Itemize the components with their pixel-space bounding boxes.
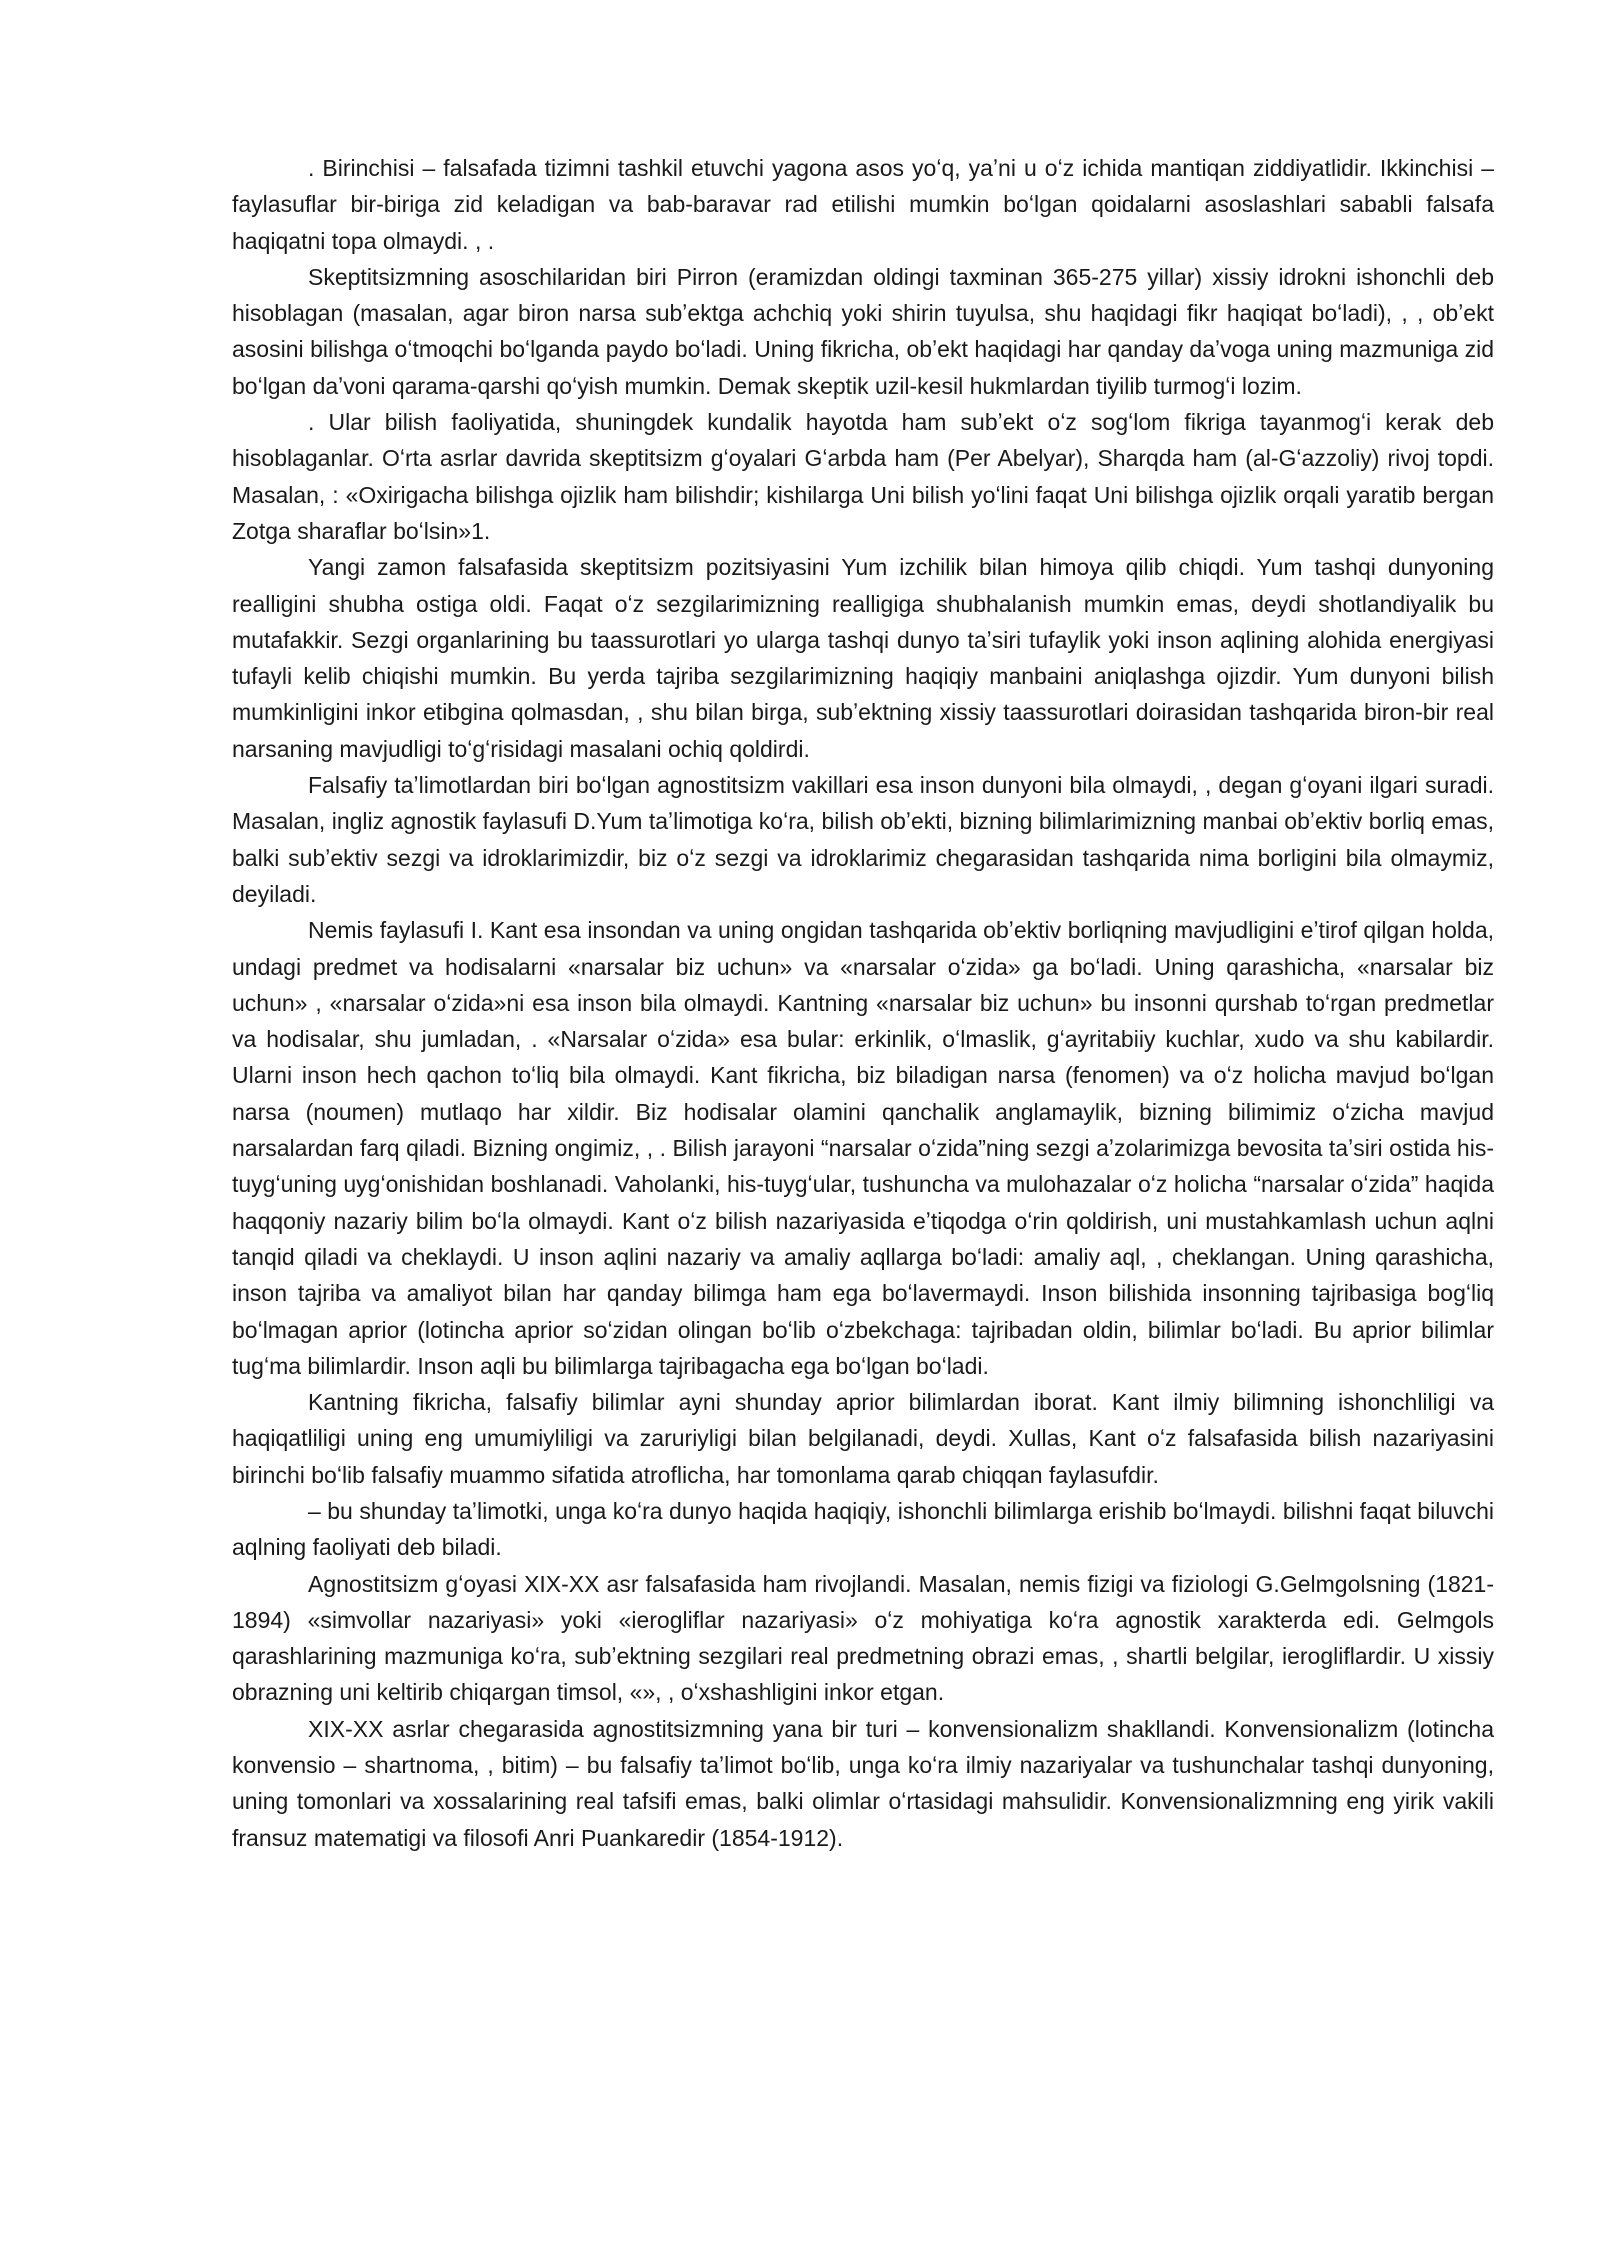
- paragraph: Skeptitsizmning asoschilaridan biri Pirron (eramizdan oldingi taxminan 365-275 yillar) xissiy idrokni ishonchli deb hisoblagan (masalan, agar biron narsa subʼektga achchiq yoki shirin tuyulsa, shu haqidagi fikr haqiqat boʻladi), , , obʼekt asosini bilishga oʻtmoqchi boʻlganda paydo boʻladi. Uning fikricha, obʼekt haqidagi har qanday daʼvoga uning mazmuniga zid boʻlgan daʼvoni qarama-qarshi qoʻyish mumkin. Demak skeptik uzil-kesil hukmlardan tiyilib turmogʻi lozim.: [232, 263, 1494, 399]
- paragraph: XIX-XX asrlar chegarasida agnostitsizmning yana bir turi – konvensionalizm shakllandi. Konvensionalizm (lotincha konvensio – shartnoma, , bitim) – bu falsafiy taʼlimot boʻlib, unga koʻra ilmiy nazariyalar va tushunchalar tashqi dunyoning, uning tomonlari va xossalarining real tafsifi emas, balki olimlar oʻrtasidagi mahsulidir. Konvensionalizmning eng yirik vakili fransuz matematigi va filosofi Anri Puankaredir (1854-1912).: [232, 1715, 1494, 1851]
- paragraph: Yangi zamon falsafasida skeptitsizm pozitsiyasini Yum izchilik bilan himoya qilib chiqdi. Yum tashqi dunyoning realligini shubha ostiga oldi. Faqat oʻz sezgilarimizning realligiga shubhalanish mumkin emas, deydi shotlandiyalik bu mutafakkir. Sezgi organlarining bu taassurotlari yo ularga tashqi dunyo taʼsiri tufaylik yoki inson aqlining alohida energiyasi tufayli kelib chiqishi mumkin. Bu yerda tajriba sezgilarimizning haqiqiy manbaini aniqlashga ojizdir. Yum dunyoni bilish mumkinligini inkor etibgina qolmasdan, , shu bilan birga, subʼektning xissiy taassurotlari doirasidan tashqarida biron-bir real narsaning mavjudligi toʻgʻrisidagi masalani ochiq qoldirdi.: [232, 554, 1494, 762]
- paragraph: Agnostitsizm gʻoyasi XIX-XX asr falsafasida ham rivojlandi. Masalan, nemis fizigi va fiziologi G.Gelmgolsning (1821-1894) «simvollar nazariyasi» yoki «ierogliflar nazariyasi» oʻz mohiyatiga koʻra agnostik xarakterda edi. Gelmgols qarashlarining mazmuniga koʻra, subʼektning sezgilari real predmetning obrazi emas, , shartli belgilar, ierogliflardir. U xissiy obrazning uni keltirib chiqargan timsol, «», , oʻxshashligini inkor etgan.: [232, 1570, 1494, 1706]
- paragraph: Nemis faylasufi I. Kant esa insondan va uning ongidan tashqarida obʼektiv borliqning mavjudligini eʼtirof qilgan holda, undagi predmet va hodisalarni «narsalar biz uchun» va «narsalar oʻzida» ga boʻladi. Uning qarashicha, «narsalar biz uchun» , «narsalar oʻzida»ni esa inson bila olmaydi. Kantning «narsalar biz uchun» bu insonni qurshab toʻrgan predmetlar va hodisalar, shu jumladan, . «Narsalar oʻzida» esa bular: erkinlik, oʻlmaslik, gʻayritabiiy kuchlar, xudo va shu kabilardir. Ularni inson hech qachon toʻliq bila olmaydi. Kant fikricha, biz biladigan narsa (fenomen) va oʻz holicha mavjud boʻlgan narsa (noumen) mutlaqo har xildir. Biz hodisalar olamini qanchalik anglamaylik, bizning bilimimiz oʻzicha mavjud narsalardan farq qiladi. Bizning ongimiz, , . Bilish jarayoni “narsalar oʻzida”ning sezgi aʼzolarimizga bevosita taʼsiri ostida his-tuygʻuning uygʻonishidan boshlanadi. Vaholanki, his-tuygʻular, tushuncha va mulohazalar oʻz holicha “narsalar oʻzida” haqida haqqoniy nazariy bilim boʻla olmaydi. Kant oʻz bilish nazariyasida eʼtiqodga oʻrin qoldirish, uni mustahkamlash uchun aqlni tanqid qiladi va cheklaydi. U inson aqlini nazariy va amaliy aqllarga boʻladi: amaliy aql, , cheklangan. Uning qarashicha, inson tajriba va amaliyot bilan har qanday bilimga ham ega boʻlavermaydi. Inson bilishida insonning tajribasiga bogʻliq boʻlmagan aprior (lotincha aprior soʻzidan olingan boʻlib oʻzbekchaga: tajribadan oldin, bilimlar boʻladi. Bu aprior bilimlar tugʻma bilimlardir. Inson aqli bu bilimlarga tajribagacha ega boʻlgan boʻladi.: [232, 917, 1494, 1379]
- paragraph: Falsafiy taʼlimotlardan biri boʻlgan agnostitsizm vakillari esa inson dunyoni bila olmaydi, , degan gʻoyani ilgari suradi. Masalan, ingliz agnostik faylasufi D.Yum taʼlimotiga koʻra, bilish obʼekti, bizning bilimlarimizning manbai obʼektiv borliq emas, balki subʼektiv sezgi va idroklarimizdir, biz oʻz sezgi va idroklarimiz chegarasidan tashqarida nima borligini bila olmaymiz, deyiladi.: [232, 772, 1494, 907]
- paragraph: . Ular bilish faoliyatida, shuningdek kundalik hayotda ham subʼekt oʻz sogʻlom fikriga tayanmogʻi kerak deb hisoblaganlar. Oʻrta asrlar davrida skeptitsizm gʻoyalari Gʻarbda ham (Per Abelyar), Sharqda ham (al-Gʻazzoliy) rivoj topdi. Masalan, : «Oxirigacha bilishga ojizlik ham bilishdir; kishilarga Uni bilish yoʻlini faqat Uni bilishga ojizlik orqali yaratib bergan Zotga sharaflar boʻlsin»1.: [232, 409, 1494, 544]
- paragraph: – bu shunday taʼlimotki, unga koʻra dunyo haqida haqiqiy, ishonchli bilimlarga erishib boʻlmaydi. bilishni faqat biluvchi aqlning faoliyati deb biladi.: [232, 1497, 1494, 1561]
- paragraph: Kantning fikricha, falsafiy bilimlar ayni shunday aprior bilimlardan iborat. Kant ilmiy bilimning ishonchliligi va haqiqatliligi uning eng umumiyliligi va zaruriyligi bilan belgilanadi, deydi. Xullas, Kant oʻz falsafasida bilish nazariyasini birinchi boʻlib falsafiy muammo sifatida atroflicha, har tomonlama qarab chiqqan faylasufdir.: [232, 1389, 1494, 1488]
- document-page: [232, 150, 1494, 1856]
- paragraph: . Birinchisi – falsafada tizimni tashkil etuvchi yagona asos yoʻq, yaʼni u oʻz ichida mantiqan ziddiyatlidir. Ikkinchisi – faylasuflar bir-biriga zid keladigan va bab-baravar rad etilishi mumkin boʻlgan qoidalarni asoslashlari sababli falsafa haqiqatni topa olmaydi. , .: [232, 155, 1494, 254]
